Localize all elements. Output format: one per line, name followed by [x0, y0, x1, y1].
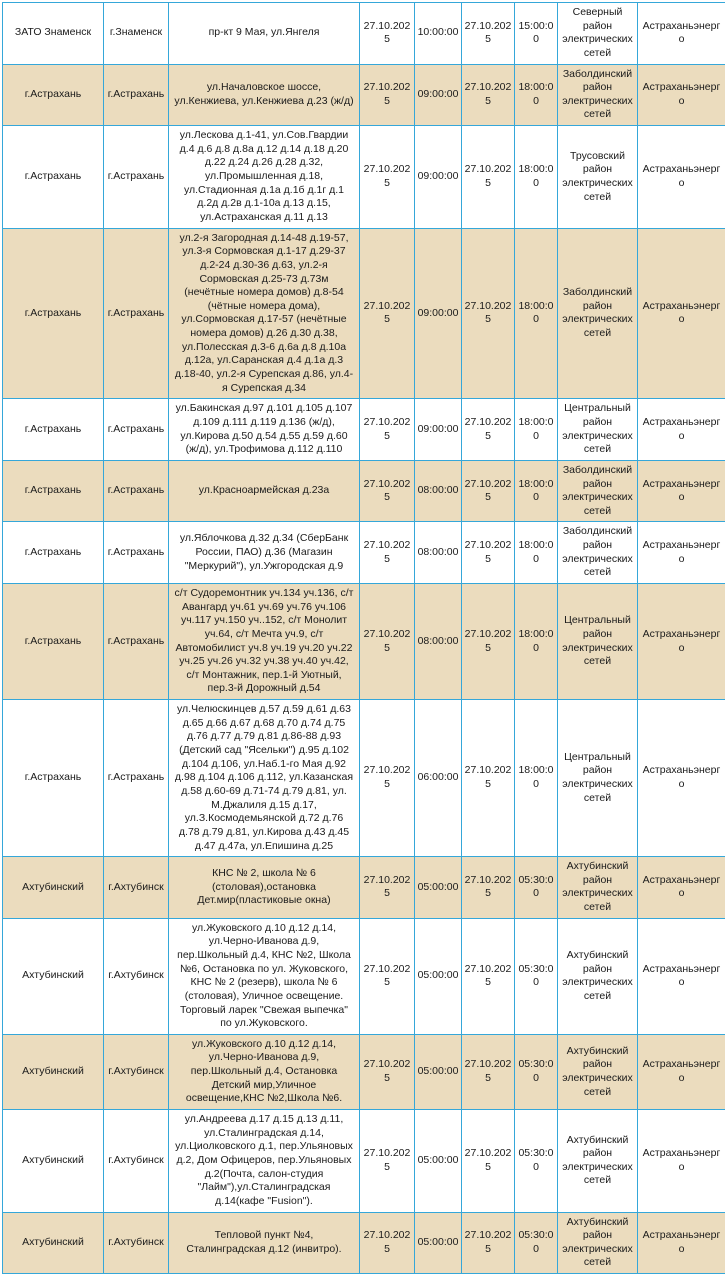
- cell-start-date: 27.10.2025: [360, 700, 415, 857]
- cell-end-date: 27.10.2025: [462, 1034, 515, 1109]
- cell-end-time: 05:30:00: [515, 1034, 558, 1109]
- outage-schedule-table: [2, 2, 725, 1274]
- cell-company: Астраханьэнерго: [638, 1212, 725, 1274]
- cell-city: г.Астрахань: [104, 126, 169, 228]
- cell-city: г.Астрахань: [104, 64, 169, 126]
- cell-addresses: ул.Жуковского д.10 д.12 д.14, ул.Черно-Иванова д.9, пер.Школьный д.4, Остановка Детский мир,Уличное освещение,КНС №2,Школа №6.: [169, 1034, 360, 1109]
- cell-network-district: Заболдинский район электрических сетей: [558, 460, 638, 522]
- cell-end-date: 27.10.2025: [462, 583, 515, 699]
- table-row: [3, 700, 725, 857]
- cell-addresses: ул.Андреева д.17 д.15 д.13 д.11, ул.Сталинградская д.14, ул.Циолковского д.1, пер.Ульяновых д.2, Дом Офицеров, пер.Ульяновых д.2(Почта, салон-студия "Лайм"),ул.Сталинградская д.14(кафе "Fusion").: [169, 1110, 360, 1212]
- cell-end-time: 18:00:00: [515, 522, 558, 584]
- cell-network-district: Ахтубинский район электрических сетей: [558, 918, 638, 1034]
- cell-addresses: ул.Челюскинцев д.57 д.59 д.61 д.63 д.65 д.66 д.67 д.68 д.70 д.74 д.75 д.76 д.77 д.79 д.81 д.86-88 д.93 (Детский сад "Ясельки") д.95 д.102 д.104 д.106, ул.Наб.1-го Мая д.92 д.98 д.104 д.106 д.112, ул.Казанская д.58 д.60-69 д.71-74 д.79 д.81, ул. М.Джалиля д.15 д.17, ул.З.Космодемьянской д.72 д.76 д.78 д.79 д.81, ул.Кирова д.43 д.45 д.47 д.47а, ул.Епишина д.25: [169, 700, 360, 857]
- table-row: [3, 228, 725, 399]
- cell-district: г.Астрахань: [3, 228, 104, 399]
- cell-company: Астраханьэнерго: [638, 460, 725, 522]
- table-row: [3, 857, 725, 919]
- cell-end-time: 18:00:00: [515, 64, 558, 126]
- cell-start-time: 05:00:00: [415, 1212, 462, 1274]
- cell-addresses: КНС № 2, школа № 6 (столовая),остановка Дет.мир(пластиковые окна): [169, 857, 360, 919]
- cell-network-district: Трусовский район электрических сетей: [558, 126, 638, 228]
- cell-start-time: 08:00:00: [415, 522, 462, 584]
- cell-network-district: Ахтубинский район электрических сетей: [558, 857, 638, 919]
- cell-company: Астраханьэнерго: [638, 1110, 725, 1212]
- cell-district: Ахтубинский: [3, 857, 104, 919]
- cell-network-district: Северный район электрических сетей: [558, 3, 638, 65]
- cell-end-time: 18:00:00: [515, 126, 558, 228]
- cell-network-district: Заболдинский район электрических сетей: [558, 228, 638, 399]
- cell-city: г.Ахтубинск: [104, 857, 169, 919]
- cell-start-time: 05:00:00: [415, 918, 462, 1034]
- cell-start-time: 09:00:00: [415, 126, 462, 228]
- cell-network-district: Центральный район электрических сетей: [558, 583, 638, 699]
- cell-end-time: 18:00:00: [515, 700, 558, 857]
- cell-city: г.Ахтубинск: [104, 918, 169, 1034]
- cell-end-date: 27.10.2025: [462, 1110, 515, 1212]
- cell-end-time: 18:00:00: [515, 399, 558, 461]
- cell-start-time: 05:00:00: [415, 1034, 462, 1109]
- cell-end-date: 27.10.2025: [462, 228, 515, 399]
- table-row: [3, 64, 725, 126]
- table-row: [3, 126, 725, 228]
- cell-company: Астраханьэнерго: [638, 64, 725, 126]
- cell-district: г.Астрахань: [3, 583, 104, 699]
- cell-network-district: Ахтубинский район электрических сетей: [558, 1034, 638, 1109]
- cell-end-time: 18:00:00: [515, 583, 558, 699]
- cell-start-date: 27.10.2025: [360, 460, 415, 522]
- cell-company: Астраханьэнерго: [638, 1034, 725, 1109]
- cell-start-time: 09:00:00: [415, 399, 462, 461]
- cell-company: Астраханьэнерго: [638, 583, 725, 699]
- cell-addresses: ул.Лескова д.1-41, ул.Сов.Гвардии д.4 д.6 д.8 д.8а д.12 д.14 д.18 д.20 д.22 д.24 д.26 д.28 д.32, ул.Промышленная д.18, ул.Стадионная д.1а д.1б д.1г д.1 д.2д д.2в д.1-10а д.13 д.15, ул.Астраханская д.11 д.13: [169, 126, 360, 228]
- cell-city: г.Астрахань: [104, 460, 169, 522]
- cell-company: Астраханьэнерго: [638, 522, 725, 584]
- cell-city: г.Астрахань: [104, 700, 169, 857]
- cell-network-district: Заболдинский район электрических сетей: [558, 522, 638, 584]
- cell-start-time: 05:00:00: [415, 1110, 462, 1212]
- cell-start-date: 27.10.2025: [360, 583, 415, 699]
- cell-end-time: 15:00:00: [515, 3, 558, 65]
- cell-company: Астраханьэнерго: [638, 857, 725, 919]
- cell-district: Ахтубинский: [3, 1212, 104, 1274]
- table-row: [3, 1212, 725, 1274]
- cell-end-date: 27.10.2025: [462, 3, 515, 65]
- cell-end-date: 27.10.2025: [462, 126, 515, 228]
- cell-addresses: ул.2-я Загородная д.14-48 д.19-57, ул.3-я Сормовская д.1-17 д.29-37 д.2-24 д.30-36 д.63, ул.2-я Сормовская д.25-73 д.73м (нечётные номера домов) д.8-54 (чётные номера дома), ул.Сормовская д.17-57 (нечётные номера домов) д.26 д.30 д.38, ул.Полесская д.3-6 д.6а д.8 д.10а д.12а, ул.Саранская д.4 д.1а д.3 д.18-40, ул.2-я Сурепская д.86, ул.4-я Сурепская д.34: [169, 228, 360, 399]
- cell-end-time: 18:00:00: [515, 228, 558, 399]
- cell-start-date: 27.10.2025: [360, 1110, 415, 1212]
- cell-start-time: 08:00:00: [415, 460, 462, 522]
- cell-end-time: 05:30:00: [515, 857, 558, 919]
- table-row: [3, 918, 725, 1034]
- table-row: [3, 1034, 725, 1109]
- cell-addresses: с/т Судоремонтник уч.134 уч.136, с/т Авангард уч.61 уч.69 уч.76 уч.106 уч.117 уч.150 уч..152, с/т Монолит уч.64, с/т Мечта уч.9, с/т Автомобилист уч.8 уч.19 уч.20 уч.22 уч.25 уч.26 уч.32 уч.38 уч.40 уч.42, с/т Монтажник, пер.1-й Уютный, пер.3-й Дорожный д.54: [169, 583, 360, 699]
- cell-city: г.Астрахань: [104, 583, 169, 699]
- cell-district: Ахтубинский: [3, 1034, 104, 1109]
- cell-city: г.Астрахань: [104, 522, 169, 584]
- cell-end-date: 27.10.2025: [462, 700, 515, 857]
- cell-start-time: 09:00:00: [415, 64, 462, 126]
- cell-company: Астраханьэнерго: [638, 700, 725, 857]
- cell-end-time: 05:30:00: [515, 1212, 558, 1274]
- cell-district: г.Астрахань: [3, 126, 104, 228]
- table-row: [3, 583, 725, 699]
- table-row: [3, 399, 725, 461]
- cell-start-date: 27.10.2025: [360, 1034, 415, 1109]
- cell-city: г.Астрахань: [104, 399, 169, 461]
- cell-end-time: 18:00:00: [515, 460, 558, 522]
- cell-city: г.Астрахань: [104, 228, 169, 399]
- cell-city: г.Ахтубинск: [104, 1034, 169, 1109]
- cell-network-district: Ахтубинский район электрических сетей: [558, 1212, 638, 1274]
- cell-addresses: ул.Яблочкова д.32 д.34 (СберБанк России, ПАО) д.36 (Магазин "Меркурий"), ул.Ужгородская д.9: [169, 522, 360, 584]
- cell-end-date: 27.10.2025: [462, 460, 515, 522]
- cell-start-date: 27.10.2025: [360, 857, 415, 919]
- cell-company: Астраханьэнерго: [638, 228, 725, 399]
- cell-start-date: 27.10.2025: [360, 64, 415, 126]
- cell-district: ЗАТО Знаменск: [3, 3, 104, 65]
- cell-start-date: 27.10.2025: [360, 1212, 415, 1274]
- cell-city: г.Знаменск: [104, 3, 169, 65]
- cell-company: Астраханьэнерго: [638, 399, 725, 461]
- cell-addresses: ул.Красноармейская д.23а: [169, 460, 360, 522]
- cell-start-time: 08:00:00: [415, 583, 462, 699]
- cell-start-date: 27.10.2025: [360, 126, 415, 228]
- cell-start-time: 05:00:00: [415, 857, 462, 919]
- cell-start-date: 27.10.2025: [360, 918, 415, 1034]
- cell-district: г.Астрахань: [3, 64, 104, 126]
- cell-start-date: 27.10.2025: [360, 399, 415, 461]
- cell-end-date: 27.10.2025: [462, 64, 515, 126]
- cell-network-district: Центральный район электрических сетей: [558, 399, 638, 461]
- cell-start-time: 09:00:00: [415, 228, 462, 399]
- cell-company: Астраханьэнерго: [638, 3, 725, 65]
- cell-start-date: 27.10.2025: [360, 228, 415, 399]
- cell-network-district: Заболдинский район электрических сетей: [558, 64, 638, 126]
- cell-district: г.Астрахань: [3, 522, 104, 584]
- cell-end-time: 05:30:00: [515, 1110, 558, 1212]
- cell-city: г.Ахтубинск: [104, 1110, 169, 1212]
- cell-district: г.Астрахань: [3, 399, 104, 461]
- table-row: [3, 1110, 725, 1212]
- cell-end-date: 27.10.2025: [462, 1212, 515, 1274]
- cell-addresses: ул.Бакинская д.97 д.101 д.105 д.107 д.109 д.111 д.119 д.136 (ж/д), ул.Кирова д.50 д.54 д.55 д.59 д.60 (ж/д), ул.Трофимова д.112 д.110: [169, 399, 360, 461]
- cell-addresses: ул.Началовское шоссе, ул.Кенжиева, ул.Кенжиева д.23 (ж/д): [169, 64, 360, 126]
- table-row: [3, 3, 725, 65]
- cell-start-time: 06:00:00: [415, 700, 462, 857]
- cell-district: г.Астрахань: [3, 460, 104, 522]
- cell-network-district: Ахтубинский район электрических сетей: [558, 1110, 638, 1212]
- cell-addresses: ул.Жуковского д.10 д.12 д.14, ул.Черно-Иванова д.9, пер.Школьный д.4, КНС №2, Школа №6, Остановка по ул. Жуковского, КНС № 2 (резерв), школа № 6 (столовая), Уличное освещение. Торговый ларек "Свежая выпечка" по ул.Жуковского.: [169, 918, 360, 1034]
- table-body: [3, 3, 725, 1274]
- cell-district: Ахтубинский: [3, 1110, 104, 1212]
- cell-district: Ахтубинский: [3, 918, 104, 1034]
- cell-start-date: 27.10.2025: [360, 522, 415, 584]
- cell-end-time: 05:30:00: [515, 918, 558, 1034]
- cell-district: г.Астрахань: [3, 700, 104, 857]
- cell-network-district: Центральный район электрических сетей: [558, 700, 638, 857]
- cell-end-date: 27.10.2025: [462, 399, 515, 461]
- cell-city: г.Ахтубинск: [104, 1212, 169, 1274]
- cell-end-date: 27.10.2025: [462, 857, 515, 919]
- cell-end-date: 27.10.2025: [462, 522, 515, 584]
- cell-end-date: 27.10.2025: [462, 918, 515, 1034]
- table-row: [3, 460, 725, 522]
- table-row: [3, 522, 725, 584]
- cell-start-date: 27.10.2025: [360, 3, 415, 65]
- cell-company: Астраханьэнерго: [638, 918, 725, 1034]
- cell-company: Астраханьэнерго: [638, 126, 725, 228]
- cell-addresses: пр-кт 9 Мая, ул.Янгеля: [169, 3, 360, 65]
- cell-start-time: 10:00:00: [415, 3, 462, 65]
- cell-addresses: Тепловой пункт №4, Сталинградская д.12 (инвитро).: [169, 1212, 360, 1274]
